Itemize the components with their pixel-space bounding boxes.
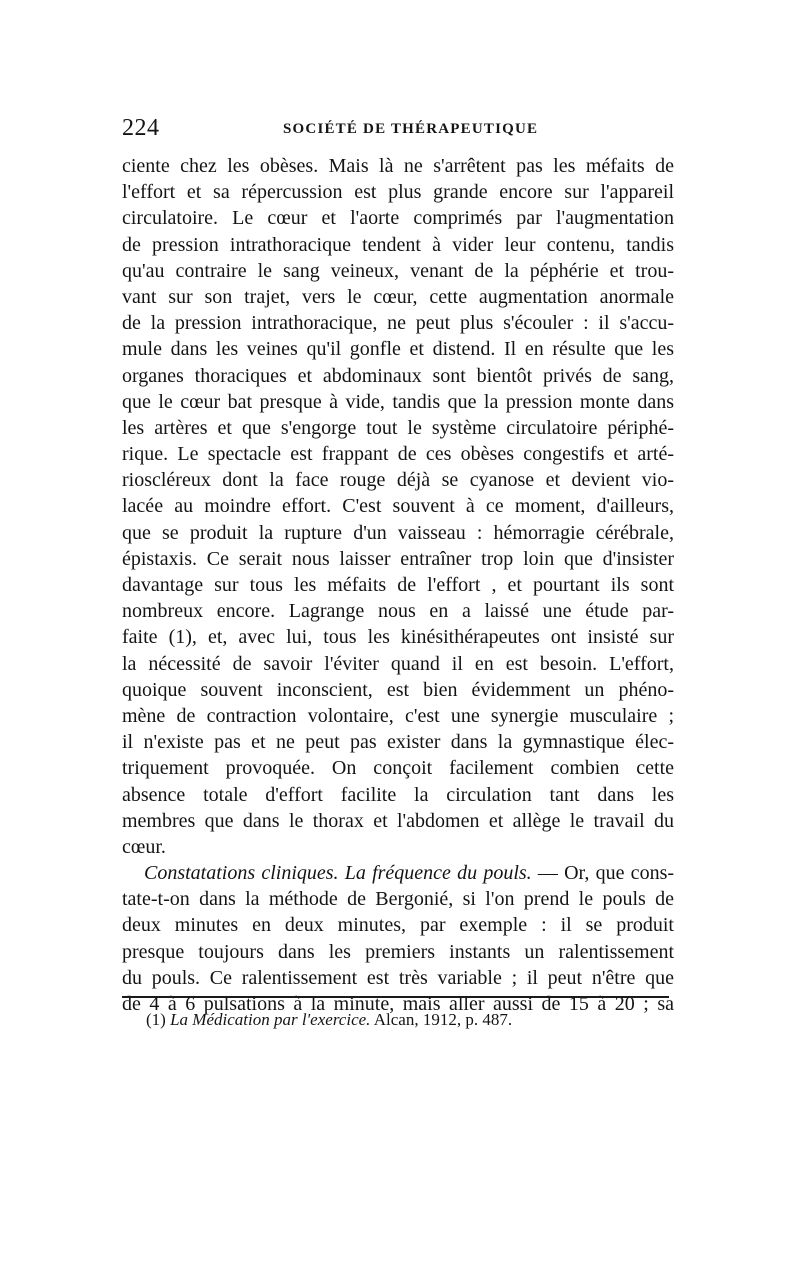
text-line: l'effort et sa répercussion est plus grande encore sur l'appareil xyxy=(122,181,674,204)
footnote-rule xyxy=(122,996,669,998)
text-line: de la pression intrathoracique, ne peut plus s'écouler : il s'accu- xyxy=(122,312,674,335)
text-line: ciente chez les obèses. Mais là ne s'arrêtent pas les méfaits de xyxy=(122,155,674,177)
text-line: de pression intrathoracique tendent à vider leur contenu, tandis xyxy=(122,233,674,256)
text-line: les artères et que s'engorge tout le système circulatoire périphé- xyxy=(122,416,674,439)
text-line: rioscléreux dont la face rouge déjà se cyanose et devient vio- xyxy=(122,469,674,492)
paragraph-effort xyxy=(122,153,674,860)
text-line: tate-t-on dans la méthode de Bergonié, si l'on prend le pouls de xyxy=(122,888,674,911)
page-number: 224 xyxy=(122,115,160,141)
text-line: presque toujours dans les premiers instants un ralentissement xyxy=(122,940,674,963)
text-line: la nécessité de savoir l'éviter quand il en est besoin. L'effort, xyxy=(122,652,674,675)
text-line: rique. Le spectacle est frappant de ces obèses congestifs et arté- xyxy=(122,443,674,466)
text-line: vant sur son trajet, vers le cœur, cette augmentation anormale xyxy=(122,285,674,308)
text-line: deux minutes en deux minutes, par exemple : il se produit xyxy=(122,914,674,937)
text-line: davantage sur tous les méfaits de l'effort , et pourtant ils sont xyxy=(122,574,674,596)
text-line: épistaxis. Ce serait nous laisser entraîner trop loin que d'insister xyxy=(122,547,674,570)
footnote xyxy=(146,1008,512,1032)
text-line: que se produit la rupture d'un vaisseau : hémorragie cérébrale, xyxy=(122,521,674,544)
text-line: quoique souvent inconscient, est bien évidemment un phéno- xyxy=(122,678,674,701)
text-line: circulatoire. Le cœur et l'aorte comprimés par l'augmentation xyxy=(122,207,674,230)
running-head: SOCIÉTÉ DE THÉRAPEUTIQUE xyxy=(283,121,539,137)
text-line: organes thoraciques et abdominaux sont bientôt privés de sang, xyxy=(122,364,674,387)
text-line: faite (1), et, avec lui, tous les kinésithérapeutes ont insisté sur xyxy=(122,626,674,649)
text-line: que le cœur bat presque à vide, tandis que la pression monte dans xyxy=(122,390,674,413)
section-heading: Constatations cliniques. La fréquence du pouls. xyxy=(144,862,532,885)
footnote-marker: (1) xyxy=(146,1010,171,1029)
text-line: absence totale d'effort facilite la circulation tant dans les xyxy=(122,783,674,806)
text-line: lacée au moindre effort. C'est souvent à ce moment, d'ailleurs, xyxy=(122,495,674,518)
heading-line-rest: — Or, que cons- xyxy=(531,862,675,885)
page-header xyxy=(122,113,674,143)
text-line: mène de contraction volontaire, c'est une synergie musculaire ; xyxy=(122,704,674,727)
text-line: du pouls. Ce ralentissement est très variable ; il peut n'être que xyxy=(122,966,674,989)
paragraph-clinical-findings xyxy=(122,860,674,1017)
text-line: cœur. xyxy=(122,835,166,858)
text-line: qu'au contraire le sang veineux, venant de la péphérie et trou- xyxy=(122,259,674,282)
footnote-citation: Alcan, 1912, p. 487. xyxy=(370,1010,513,1029)
body-text xyxy=(122,153,674,1017)
text-line: nombreux encore. Lagrange nous en a laissé une étude par- xyxy=(122,600,674,623)
text-line: mule dans les veines qu'il gonfle et distend. Il en résulte que les xyxy=(122,338,674,361)
text-line: membres que dans le thorax et l'abdomen et allège le travail du xyxy=(122,809,674,832)
text-line-heading xyxy=(122,860,674,886)
text-line: il n'existe pas et ne peut pas exister dans la gymnastique élec- xyxy=(122,731,674,754)
text-line: de 4 à 6 pulsations à la minute, mais aller aussi de 15 à 20 ; sa xyxy=(122,993,674,1015)
footnote-title: La Médication par l'exercice. xyxy=(170,1010,371,1029)
text-line: triquement provoquée. On conçoit facilement combien cette xyxy=(122,757,674,780)
